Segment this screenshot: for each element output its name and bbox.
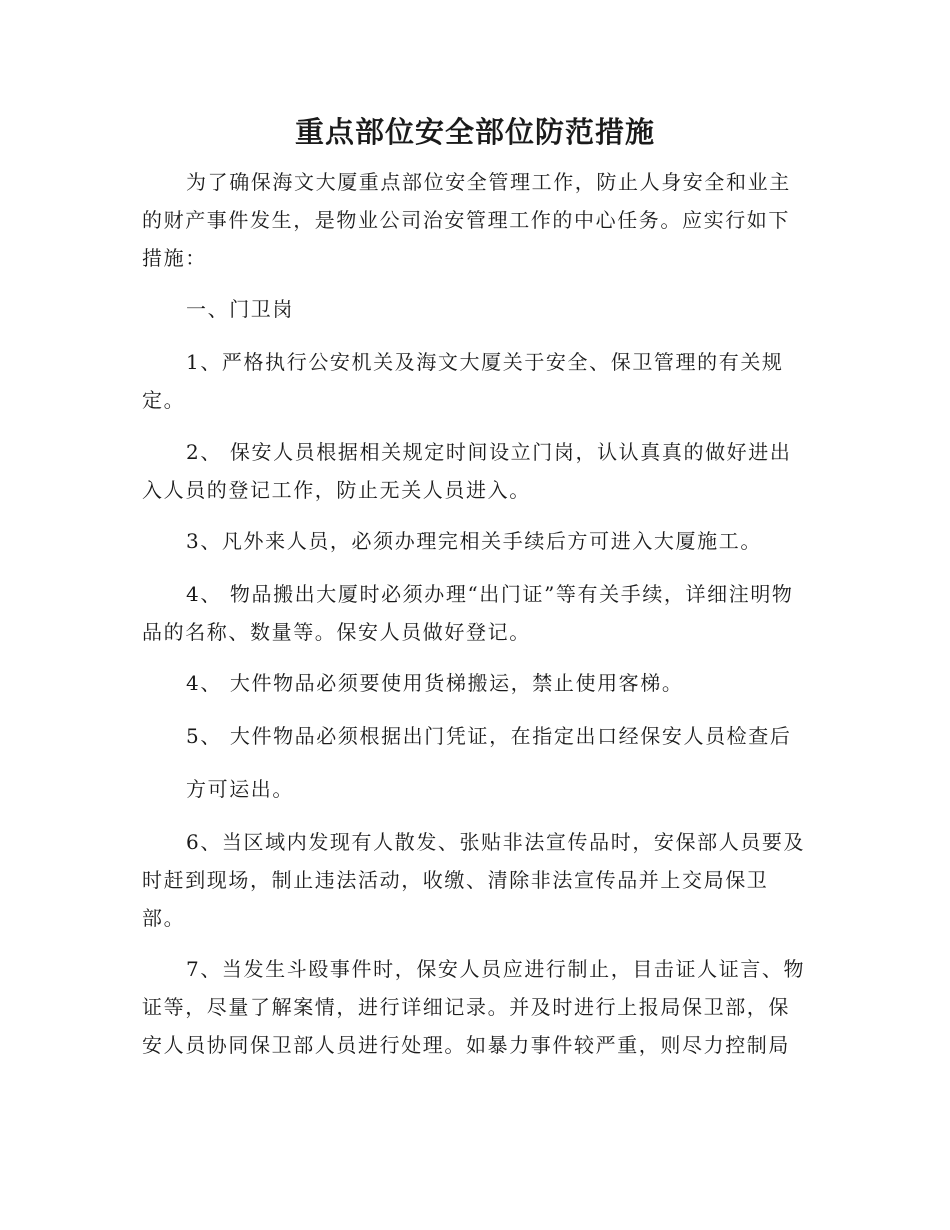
list-item: 6、当区域内发现有人散发、张贴非法宣传品时，安保部人员要及时赶到现场，制止违法活动，收缴、清除非法宣传品并上交局保卫部。	[142, 830, 806, 930]
list-item: 5、 大件物品必须根据出门凭证，在指定出口经保安人员检查后	[186, 724, 792, 748]
intro-paragraph: 为了确保海文大厦重点部位安全管理工作，防止人身安全和业主的财产事件发生，是物业公司治安管理工作的中心任务。应实行如下措施：	[142, 170, 791, 270]
list-item: 7、当发生斗殴事件时，保安人员应进行制止，目击证人证言、物证等，尽量了解案情，进行详细记录。并及时进行上报局保卫部，保安人员协同保卫部人员进行处理。如暴力事件较严重，则尽力控制局	[142, 957, 806, 1057]
list-item: 4、 大件物品必须要使用货梯搬运，禁止使用客梯。	[186, 671, 684, 695]
list-item: 2、 保安人员根据相关规定时间设立门岗，认认真真的做好进出入人员的登记工作，防止无关人员进入。	[142, 440, 792, 502]
list-item-continuation: 方可运出。	[186, 777, 294, 801]
section-heading: 一、门卫岗	[186, 297, 294, 321]
page-title: 重点部位安全部位防范措施	[294, 115, 655, 149]
list-item: 4、 物品搬出大厦时必须办理“出门证”等有关手续，详细注明物品的名称、数量等。保安人员做好登记。	[142, 582, 794, 644]
list-item: 1、严格执行公安机关及海文大厦关于安全、保卫管理的有关规定。	[142, 350, 784, 412]
list-item: 3、凡外来人员，必须办理完相关手续后方可进入大厦施工。	[186, 529, 762, 553]
